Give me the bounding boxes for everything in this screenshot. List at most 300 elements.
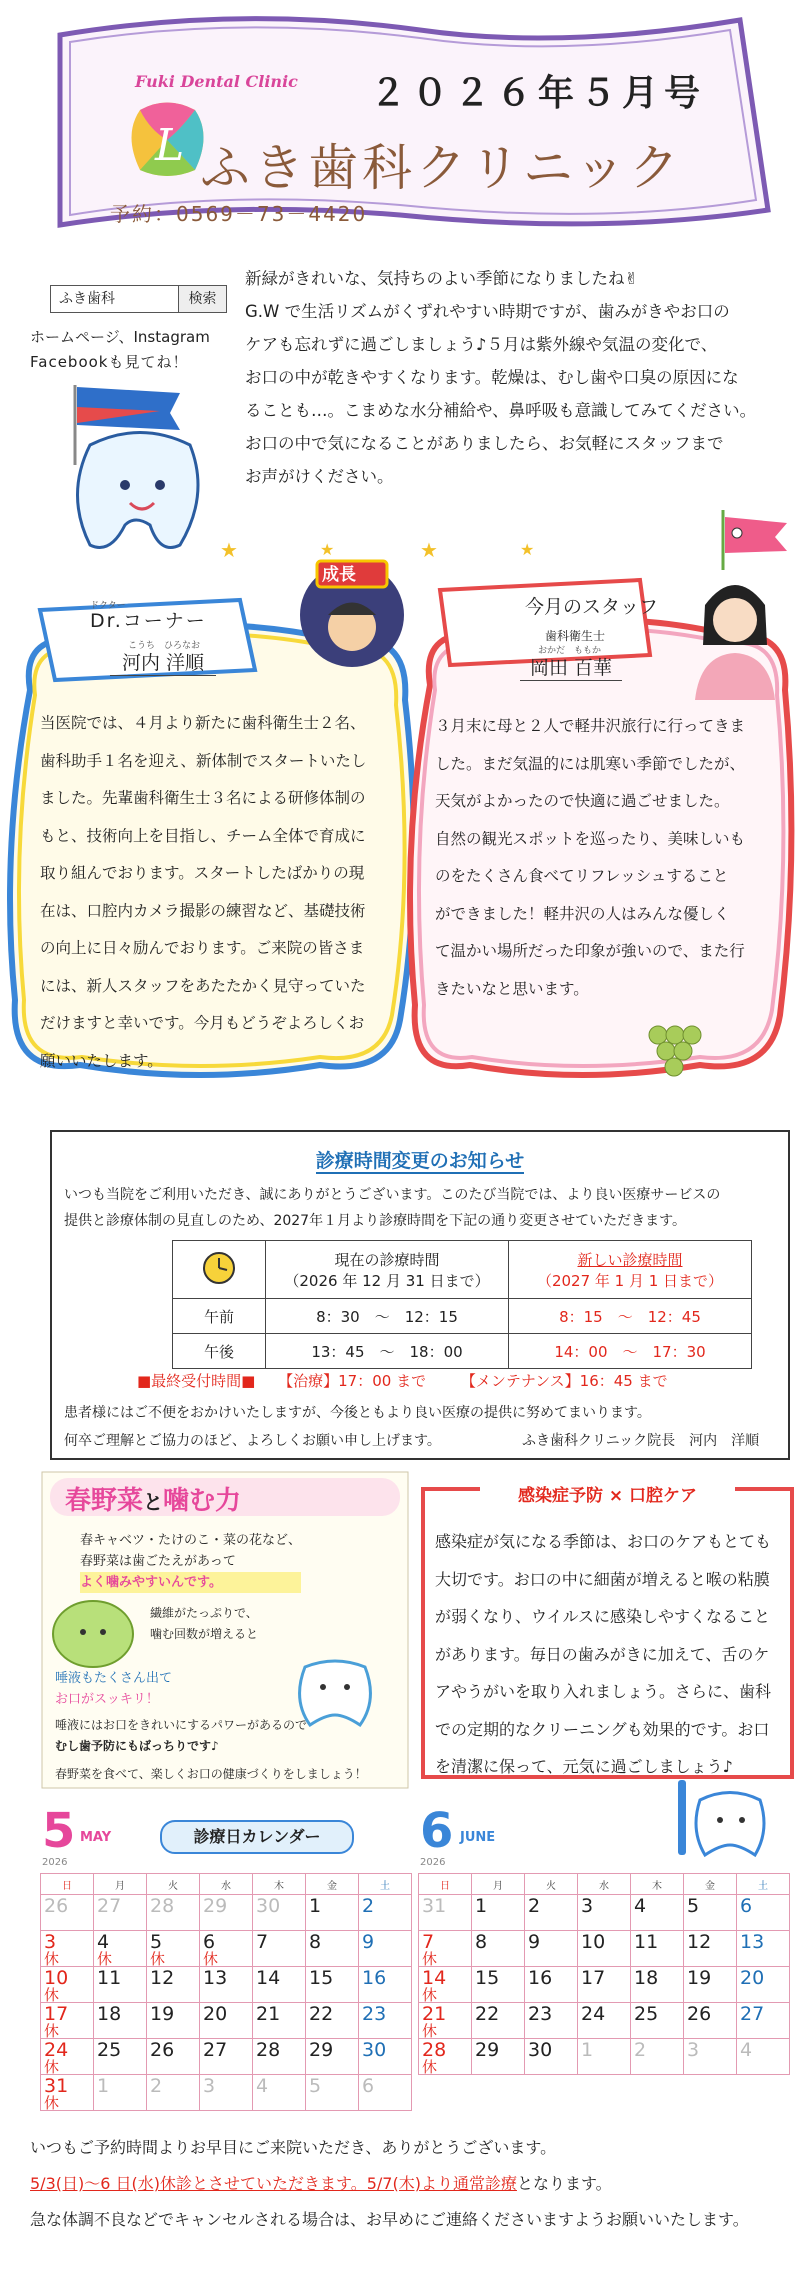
calendar-day bbox=[525, 1967, 578, 2003]
day-number: 12 bbox=[687, 1931, 712, 1953]
doctor-ruby: ドクター bbox=[90, 601, 126, 611]
day-number: 31 bbox=[44, 2075, 69, 2097]
svg-text:L: L bbox=[155, 120, 185, 171]
calendar-day bbox=[41, 1967, 94, 2003]
calendar-day bbox=[200, 1967, 253, 2003]
day-number: 25 bbox=[634, 2003, 659, 2025]
svg-text:★: ★ bbox=[220, 538, 238, 562]
day-number: 26 bbox=[687, 2003, 712, 2025]
calendar-day bbox=[147, 2075, 200, 2111]
day-number: 21 bbox=[256, 2003, 281, 2025]
spring-line: よく噛みやすいんです。 bbox=[80, 1572, 301, 1593]
spring-line: むし歯予防にもばっちりです♪ bbox=[55, 1739, 219, 1753]
day-number: 27 bbox=[97, 1895, 122, 1917]
calendar-day bbox=[41, 2003, 94, 2039]
day-number: 7 bbox=[422, 1931, 435, 1953]
spring-line: 繊維がたっぷりで、 bbox=[150, 1606, 258, 1620]
intro-line: G.W で生活リズムがくずれやすい時期ですが、歯みがきやお口の bbox=[245, 302, 730, 321]
doctor-corner-body bbox=[40, 705, 400, 1080]
intro-line: お口の中が乾きやすくなります。乾燥は、むし歯や口臭の原因にな bbox=[245, 368, 739, 387]
holiday-mark: 休 bbox=[97, 1950, 113, 1968]
calendar-day bbox=[737, 2003, 790, 2039]
spring-intro bbox=[80, 1530, 301, 1593]
calendar-day bbox=[94, 1895, 147, 1931]
calendar-day bbox=[147, 1895, 200, 1931]
infection-line: を清潔に保って、元気に過ごしましょう♪ bbox=[435, 1757, 733, 1776]
staff-portrait-icon bbox=[685, 565, 785, 700]
calendar-day bbox=[419, 2039, 472, 2075]
holiday-mark: 休 bbox=[150, 1950, 166, 1968]
calendar-day bbox=[41, 2039, 94, 2075]
may-calendar bbox=[40, 1873, 412, 2111]
footer-notes bbox=[30, 2130, 790, 2238]
day-number: 3 bbox=[581, 1895, 594, 1917]
staff-line: 自然の観光スポットを巡ったり、美味しいも bbox=[435, 829, 746, 848]
day-number: 3 bbox=[44, 1931, 57, 1953]
calendar-day bbox=[200, 2075, 253, 2111]
day-number: 18 bbox=[97, 2003, 122, 2025]
holiday-mark: 休 bbox=[422, 2058, 438, 2076]
calendar-day bbox=[578, 2003, 631, 2039]
calendar-day bbox=[359, 2039, 412, 2075]
notice-title bbox=[52, 1146, 788, 1173]
weekday-header: 木 bbox=[253, 1874, 306, 1895]
calendar-day bbox=[94, 1931, 147, 1967]
doctor-name: 河内 洋順 bbox=[110, 648, 216, 676]
day-number: 13 bbox=[203, 1967, 228, 1989]
day-number: 5 bbox=[687, 1895, 700, 1917]
calendar-day bbox=[359, 1895, 412, 1931]
doctor-line: もと、技術向上を目指し、チーム全体で育成に bbox=[40, 826, 366, 845]
day-number: 24 bbox=[44, 2039, 69, 2061]
holiday-mark: 休 bbox=[203, 1950, 219, 1968]
weekday-header: 金 bbox=[684, 1874, 737, 1895]
search-input[interactable]: ふき歯科 bbox=[51, 286, 179, 312]
day-number: 10 bbox=[44, 1967, 69, 1989]
footer-holiday-end: となります。 bbox=[516, 2174, 612, 2193]
day-number: 5 bbox=[309, 2075, 322, 2097]
last-reception bbox=[137, 1370, 668, 1391]
day-number: 29 bbox=[309, 2039, 334, 2061]
calendar-day bbox=[525, 1931, 578, 1967]
day-number: 25 bbox=[97, 2039, 122, 2061]
day-number: 5 bbox=[150, 1931, 163, 1953]
calendar-week bbox=[41, 2075, 412, 2111]
calendar-day bbox=[306, 1967, 359, 2003]
calendar-day bbox=[419, 1931, 472, 1967]
spring-line: 唾液もたくさん出て bbox=[55, 1671, 173, 1686]
calendar-day bbox=[737, 1967, 790, 2003]
staff-section-title: 今月のスタッフ bbox=[525, 596, 659, 618]
intro-line: お口の中で気になることがありましたら、お気軽にスタッフまで bbox=[245, 434, 724, 453]
footer-line: いつもご予約時間よりお早目にご来院いただき、ありがとうございます。 bbox=[30, 2138, 557, 2157]
spring-saliva bbox=[55, 1668, 172, 1710]
june-number: 6 bbox=[420, 1803, 454, 1859]
notice-signature: ふき歯科クリニック院長 河内 洋順 bbox=[522, 1433, 760, 1449]
day-number: 4 bbox=[97, 1931, 110, 1953]
may-en: MAY bbox=[80, 1830, 112, 1845]
calendar-day bbox=[94, 2075, 147, 2111]
weekday-header: 水 bbox=[578, 1874, 631, 1895]
calendar-day bbox=[578, 1931, 631, 1967]
issue-date: ２０２６年５月号 bbox=[370, 73, 707, 114]
weekday-header: 日 bbox=[419, 1874, 472, 1895]
calendar-day bbox=[147, 2003, 200, 2039]
day-number: 27 bbox=[740, 2003, 765, 2025]
footer-line: 急な体調不良などでキャンセルされる場合は、お早めにご連絡くださいますようお願いいたします。 bbox=[30, 2210, 749, 2229]
weekday-header: 木 bbox=[631, 1874, 684, 1895]
calendar-day bbox=[472, 1931, 525, 1967]
day-number: 30 bbox=[528, 2039, 553, 2061]
day-number: 31 bbox=[422, 1895, 447, 1917]
calendar-day bbox=[253, 1967, 306, 2003]
doctor-line: ました。先輩歯科衛生士３名による研修体制の bbox=[40, 789, 366, 807]
day-number: 9 bbox=[528, 1931, 541, 1953]
sns-line: ホームページ、Instagram bbox=[30, 328, 210, 346]
spring-line: 噛む回数が増えると bbox=[150, 1627, 259, 1641]
calendar-day bbox=[684, 1895, 737, 1931]
svg-text:★: ★ bbox=[420, 538, 438, 562]
doctor-line: には、新人スタッフをあたたかく見守っていた bbox=[40, 976, 366, 995]
day-number: 17 bbox=[44, 2003, 69, 2025]
svg-text:★: ★ bbox=[320, 540, 335, 559]
weekday-header: 日 bbox=[41, 1874, 94, 1895]
day-number: 19 bbox=[150, 2003, 175, 2025]
calendar-day bbox=[253, 1895, 306, 1931]
growth-badge: 成長 bbox=[322, 565, 356, 585]
day-number: 9 bbox=[362, 1931, 375, 1953]
calendar-day bbox=[200, 2003, 253, 2039]
day-number: 10 bbox=[581, 1931, 606, 1953]
spring-line: 唾液にはお口をきれいにするパワーがあるので bbox=[55, 1718, 308, 1732]
hours-table bbox=[172, 1240, 752, 1369]
spring-title bbox=[65, 1480, 241, 1517]
day-number: 15 bbox=[475, 1967, 500, 1989]
day-number: 23 bbox=[528, 2003, 553, 2025]
staff-body bbox=[435, 708, 780, 1008]
calendar-day bbox=[578, 2039, 631, 2075]
calendar-day bbox=[419, 2003, 472, 2039]
june-en: JUNE bbox=[460, 1830, 496, 1845]
intro-line: 新緑がきれいな、気持ちのよい季節になりましたね✌ bbox=[245, 269, 639, 288]
june-year: 2026 bbox=[420, 1857, 446, 1868]
grapes-icon bbox=[640, 1015, 705, 1085]
clinic-name: ふき歯科クリニック bbox=[200, 139, 683, 197]
notice-paragraph: 何卒ご理解とご協力のほど、よろしくお願い申し上げます。 bbox=[64, 1433, 441, 1449]
search-button[interactable]: 検索 bbox=[179, 286, 226, 312]
day-number: 3 bbox=[203, 2075, 216, 2097]
day-number: 6 bbox=[740, 1895, 753, 1917]
day-number: 24 bbox=[581, 2003, 606, 2025]
day-number: 20 bbox=[740, 1967, 765, 1989]
svg-text:★: ★ bbox=[520, 540, 535, 559]
calendar-day bbox=[684, 2039, 737, 2075]
stars-decoration-icon bbox=[220, 535, 620, 565]
calendar-day bbox=[737, 1931, 790, 1967]
calendar-day bbox=[684, 1967, 737, 2003]
calendar-day bbox=[94, 1967, 147, 2003]
calendar-day bbox=[525, 2039, 578, 2075]
holiday-mark: 休 bbox=[44, 2094, 60, 2112]
day-number: 2 bbox=[150, 2075, 163, 2097]
intro-line: ケアも忘れずに過ごしましょう♪５月は紫外線や気温の変化で、 bbox=[245, 335, 718, 354]
calendar-week bbox=[41, 2003, 412, 2039]
may-year: 2026 bbox=[42, 1857, 68, 1868]
spring-closing: 春野菜を食べて、楽しくお口の健康づくりをしましょう！ bbox=[55, 1767, 367, 1781]
spring-power bbox=[55, 1715, 307, 1757]
spring-line: お口がスッキリ！ bbox=[55, 1692, 159, 1707]
calendar-day bbox=[94, 2003, 147, 2039]
doctor-name-ruby: こうち ひろなお bbox=[128, 641, 201, 651]
spring-title-a: 春野菜 bbox=[65, 1486, 144, 1516]
day-number: 6 bbox=[203, 1931, 216, 1953]
day-number: 2 bbox=[362, 1895, 375, 1917]
calendar-week bbox=[419, 1931, 790, 1967]
calendar-week bbox=[41, 1967, 412, 2003]
day-number: 17 bbox=[581, 1967, 606, 1989]
day-number: 1 bbox=[581, 2039, 594, 2061]
spring-vegetables-section bbox=[40, 1470, 410, 1790]
calendar-day bbox=[147, 2039, 200, 2075]
search-box bbox=[50, 285, 227, 313]
current-hours-header bbox=[266, 1241, 509, 1299]
calendar-day bbox=[472, 2039, 525, 2075]
calendar-day bbox=[253, 2003, 306, 2039]
doctor-corner-title: Dr.コーナー bbox=[90, 610, 207, 632]
current-header: 現在の診療時間 bbox=[334, 1250, 440, 1269]
staff-name: 岡田 百華 bbox=[520, 653, 622, 681]
spring-title-b: と bbox=[143, 1490, 164, 1514]
day-number: 28 bbox=[150, 1895, 175, 1917]
notice-paragraph: 患者様にはご不便をおかけいたしますが、今後ともより良い医療の提供に努めてまいります。 bbox=[64, 1405, 651, 1421]
day-number: 30 bbox=[256, 1895, 281, 1917]
notice-paragraph: 提供と診療体制の見直しのため、2027年１月より診療時間を下記の通り変更させていただきます。 bbox=[64, 1213, 686, 1229]
calendar-day bbox=[472, 2003, 525, 2039]
may-number: 5 bbox=[42, 1803, 76, 1859]
intro-line: お声がけください。 bbox=[245, 467, 394, 486]
weekday-header: 土 bbox=[737, 1874, 790, 1895]
day-number: 7 bbox=[256, 1931, 269, 1953]
toothbrush-tooth-icon bbox=[670, 1770, 790, 1860]
intro-text bbox=[245, 262, 790, 493]
pm-new: 14：00 ～ 17：30 bbox=[509, 1334, 752, 1369]
weekday-header: 金 bbox=[306, 1874, 359, 1895]
calendar-day bbox=[253, 2075, 306, 2111]
calendar-day bbox=[359, 1967, 412, 2003]
weekday-header: 水 bbox=[200, 1874, 253, 1895]
doctor-line: 歯科助手１名を迎え、新体制でスタートいたし bbox=[40, 751, 367, 770]
clock-cell bbox=[173, 1241, 266, 1299]
calendar-day bbox=[631, 1931, 684, 1967]
calendar-title: 診療日カレンダー bbox=[160, 1820, 354, 1854]
calendar-week bbox=[419, 1895, 790, 1931]
day-number: 1 bbox=[309, 1895, 322, 1917]
footer-holiday: 5/3(日)～6 日(水)休診とさせていただきます。5/7(木)より通常診療 bbox=[30, 2174, 517, 2193]
day-number: 15 bbox=[309, 1967, 334, 1989]
day-number: 16 bbox=[528, 1967, 553, 1989]
staff-line: きたいなと思います。 bbox=[435, 979, 589, 998]
staff-line: 天気がよかったので快適に過ごせました。 bbox=[435, 792, 730, 810]
calendar-week bbox=[419, 1967, 790, 2003]
doctor-line: 願いいたします。 bbox=[40, 1051, 163, 1070]
calendar-week bbox=[41, 1931, 412, 1967]
calendar-day bbox=[200, 2039, 253, 2075]
day-number: 29 bbox=[475, 2039, 500, 2061]
calendar-day bbox=[306, 1895, 359, 1931]
staff-line: て温かい場所だった印象が強いので、また行 bbox=[435, 942, 745, 960]
june-calendar bbox=[418, 1873, 790, 2075]
calendar-day bbox=[253, 1931, 306, 1967]
day-number: 21 bbox=[422, 2003, 447, 2025]
last-label: ■最終受付時間■ bbox=[137, 1372, 256, 1390]
infection-title: 感染症予防 × 口腔ケア bbox=[517, 1486, 698, 1506]
tooth-mascot-icon bbox=[30, 375, 230, 560]
calendar-day bbox=[359, 1931, 412, 1967]
infection-line: が弱くなり、ウイルスに感染しやすくなること bbox=[435, 1607, 771, 1626]
calendar-day bbox=[41, 1931, 94, 1967]
holiday-mark: 休 bbox=[44, 2022, 60, 2040]
spring-fiber bbox=[150, 1603, 258, 1645]
day-number: 4 bbox=[256, 2075, 269, 2097]
pm-label: 午後 bbox=[173, 1334, 266, 1369]
day-number: 8 bbox=[475, 1931, 488, 1953]
calendar-day bbox=[306, 2075, 359, 2111]
calendar-day bbox=[631, 2003, 684, 2039]
day-number: 18 bbox=[634, 1967, 659, 1989]
weekday-header: 火 bbox=[147, 1874, 200, 1895]
doctor-line: 在は、口腔内カメラ撮影の練習など、基礎技術 bbox=[40, 901, 366, 920]
day-number: 2 bbox=[528, 1895, 541, 1917]
calendar-day bbox=[578, 1895, 631, 1931]
pm-current: 13：45 ～ 18：00 bbox=[266, 1334, 509, 1369]
infection-line: アやうがいを取り入れましょう。さらに、歯科 bbox=[435, 1682, 772, 1701]
calendar-week bbox=[419, 2039, 790, 2075]
calendar-day bbox=[359, 2003, 412, 2039]
calendar-day bbox=[578, 1967, 631, 2003]
doctor-line: の向上に日々励んでおります。ご来院の皆さま bbox=[40, 939, 365, 957]
logo-text: Fuki Dental Clinic bbox=[135, 72, 298, 91]
day-number: 29 bbox=[203, 1895, 228, 1917]
infection-body bbox=[435, 1523, 785, 1786]
calendar-day bbox=[359, 2075, 412, 2111]
reservation-phone: 予約：0569－73－4420 bbox=[110, 202, 368, 226]
sns-line: Facebookも見てね！ bbox=[30, 353, 189, 371]
staff-role: 歯科衛生士 bbox=[545, 629, 606, 643]
notice-title-text: 診療時間変更のお知らせ bbox=[315, 1150, 525, 1172]
intro-line: ることも…。こまめな水分補給や、鼻呼吸も意識してみてください。 bbox=[245, 401, 757, 420]
staff-name-ruby: おかだ ももか bbox=[538, 646, 602, 656]
newsletter-header bbox=[40, 10, 780, 235]
day-number: 20 bbox=[203, 2003, 228, 2025]
day-number: 27 bbox=[203, 2039, 228, 2061]
calendar-day bbox=[41, 1895, 94, 1931]
holiday-mark: 休 bbox=[44, 1986, 60, 2004]
spring-line: 春キャベツ・たけのこ・菜の花など、 bbox=[80, 1533, 302, 1548]
calendar-day bbox=[525, 2003, 578, 2039]
doctor-line: 取り組んでおります。スタートしたばかりの現 bbox=[40, 864, 365, 882]
calendar-day bbox=[419, 1967, 472, 2003]
calendar-day bbox=[306, 2003, 359, 2039]
am-current: 8：30 ～ 12：15 bbox=[266, 1299, 509, 1334]
day-number: 22 bbox=[309, 2003, 334, 2025]
calendar-day bbox=[631, 1967, 684, 2003]
spring-title-c: 噛む力 bbox=[163, 1486, 242, 1516]
day-number: 4 bbox=[740, 2039, 753, 2061]
calendar-day bbox=[200, 1931, 253, 1967]
day-number: 14 bbox=[422, 1967, 447, 1989]
last-treatment: 【治療】17：00 まで bbox=[278, 1372, 427, 1390]
calendar-day bbox=[631, 1895, 684, 1931]
staff-line: のをたくさん食べてリフレッシュすること bbox=[435, 867, 729, 885]
footer-line bbox=[30, 2166, 790, 2202]
day-number: 26 bbox=[150, 2039, 175, 2061]
calendar-day bbox=[472, 1895, 525, 1931]
holiday-mark: 休 bbox=[44, 1950, 60, 1968]
infection-line: 感染症が気になる季節は、お口のケアもとても bbox=[435, 1532, 772, 1551]
new-header: 新しい診療時間 bbox=[577, 1250, 683, 1269]
day-number: 14 bbox=[256, 1967, 281, 1989]
day-number: 2 bbox=[634, 2039, 647, 2061]
day-number: 26 bbox=[44, 1895, 69, 1917]
spring-line: 春野菜は歯ごたえがあって bbox=[80, 1554, 236, 1569]
day-number: 16 bbox=[362, 1967, 387, 1989]
day-number: 11 bbox=[634, 1931, 659, 1953]
notice-paragraph: いつも当院をご利用いただき、誠にありがとうございます。このたび当院では、より良い医療サービスの bbox=[64, 1187, 721, 1203]
calendar-day bbox=[737, 1895, 790, 1931]
calendar-day bbox=[737, 2039, 790, 2075]
day-number: 30 bbox=[362, 2039, 387, 2061]
calendar-day bbox=[472, 1967, 525, 2003]
new-hours-header bbox=[509, 1241, 752, 1299]
am-label: 午前 bbox=[173, 1299, 266, 1334]
calendar-day bbox=[419, 1895, 472, 1931]
clock-icon bbox=[201, 1250, 237, 1286]
am-new: 8：15 ～ 12：45 bbox=[509, 1299, 752, 1334]
last-maintenance: 【メンテナンス】16：45 まで bbox=[460, 1372, 668, 1390]
weekday-header: 土 bbox=[359, 1874, 412, 1895]
calendar-day bbox=[200, 1895, 253, 1931]
weekday-header: 火 bbox=[525, 1874, 578, 1895]
calendar-day bbox=[94, 2039, 147, 2075]
day-number: 23 bbox=[362, 2003, 387, 2025]
day-number: 8 bbox=[309, 1931, 322, 1953]
day-number: 19 bbox=[687, 1967, 712, 1989]
calendar-day bbox=[147, 1931, 200, 1967]
holiday-mark: 休 bbox=[422, 1950, 438, 1968]
staff-line: ３月末に母と２人で軽井沢旅行に行ってきま bbox=[435, 717, 746, 735]
hours-change-notice bbox=[50, 1130, 790, 1460]
staff-line: ができました！軽井沢の人はみんな優しく bbox=[435, 904, 730, 923]
day-number: 6 bbox=[362, 2075, 375, 2097]
infection-line: での定期的なクリーニングも効果的です。お口 bbox=[435, 1719, 770, 1739]
calendar-week bbox=[419, 2003, 790, 2039]
day-number: 12 bbox=[150, 1967, 175, 1989]
day-number: 4 bbox=[634, 1895, 647, 1917]
holiday-mark: 休 bbox=[422, 1986, 438, 2004]
day-number: 28 bbox=[256, 2039, 281, 2061]
infection-prevention-section bbox=[420, 1475, 795, 1780]
doctor-line: だけますと幸いです。今月もどうぞよろしくお bbox=[40, 1014, 365, 1032]
day-number: 3 bbox=[687, 2039, 700, 2061]
day-number: 1 bbox=[97, 2075, 110, 2097]
calendar-day bbox=[147, 1967, 200, 2003]
calendar-day bbox=[253, 2039, 306, 2075]
calendar-day bbox=[306, 2039, 359, 2075]
calendar-day bbox=[306, 1931, 359, 1967]
cabbage-icon bbox=[48, 1592, 138, 1672]
current-sub: （2026 年 12 月 31 日まで） bbox=[284, 1271, 490, 1290]
sns-note bbox=[30, 325, 230, 375]
